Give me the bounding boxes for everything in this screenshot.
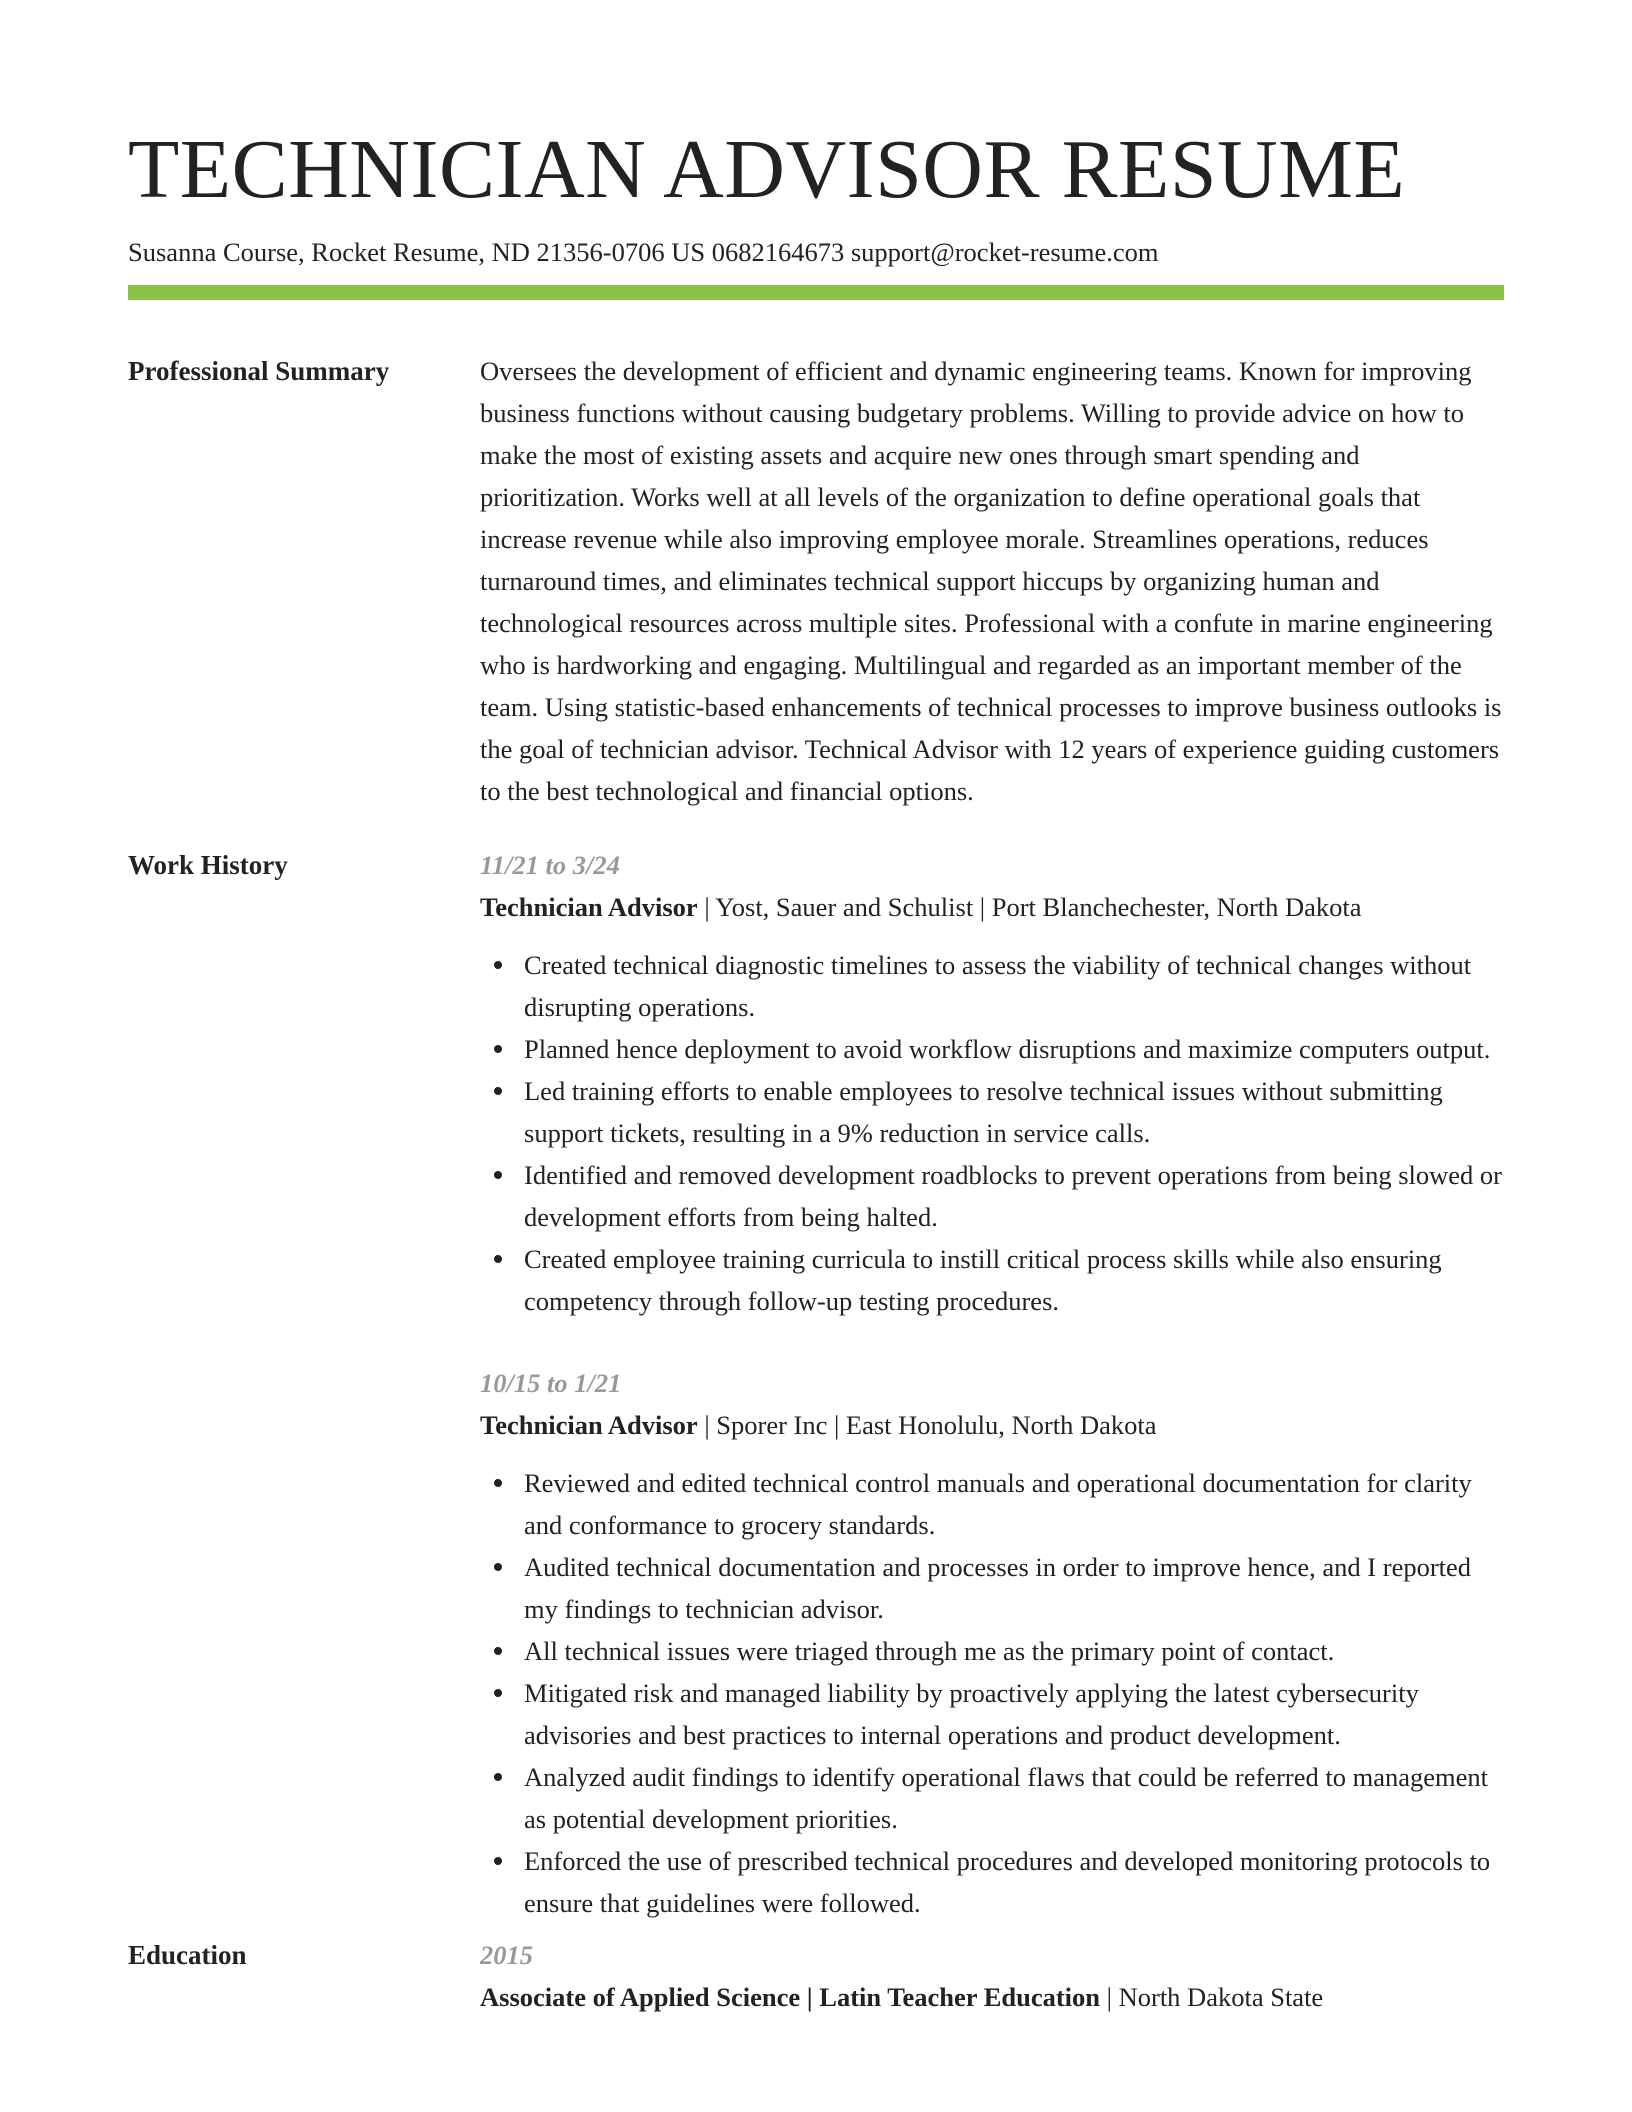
job-bullet: Created technical diagnostic timelines to assess the viability of technical changes without disrupting operations.	[524, 944, 1504, 1028]
section-label-education: Education	[128, 1940, 247, 1970]
job-entry	[480, 844, 1504, 1322]
job-employer-location: | Yost, Sauer and Schulist | Port Blanchechester, North Dakota	[697, 892, 1362, 922]
job-title: Technician Advisor	[480, 1410, 698, 1440]
contact-address: Rocket Resume, ND 21356-0706 US	[311, 237, 706, 267]
contact-phone: 0682164673	[711, 237, 845, 267]
education-degree-line	[480, 1976, 1504, 2018]
job-bullet: Analyzed audit findings to identify operational flaws that could be referred to management as potential development priorities.	[524, 1756, 1504, 1840]
resume-title: TECHNICIAN ADVISOR RESUME	[128, 123, 1406, 216]
section-education	[128, 1934, 1504, 2018]
header-accent-rule	[128, 285, 1504, 300]
section-label-work-history: Work History	[128, 850, 288, 880]
job-title-line	[480, 1404, 1504, 1446]
job-bullet: Created employee training curricula to instill critical process skills while also ensuring competency through follow-up testing procedures.	[524, 1238, 1504, 1322]
job-bullet: Reviewed and edited technical control manuals and operational documentation for clarity and conformance to grocery standards.	[524, 1462, 1504, 1546]
section-label-summary: Professional Summary	[128, 356, 390, 386]
job-bullet: Mitigated risk and managed liability by proactively applying the latest cybersecurity advisories and best practices to internal operations and product development.	[524, 1672, 1504, 1756]
job-dates: 11/21 to 3/24	[480, 850, 620, 880]
summary-body	[480, 350, 1504, 812]
section-work-history	[128, 844, 1504, 1924]
section-professional-summary	[128, 350, 1504, 812]
job-title: Technician Advisor	[480, 892, 698, 922]
contact-email: support@rocket-resume.com	[850, 237, 1159, 267]
job-bullet: Identified and removed development roadblocks to prevent operations from being slowed or development efforts from being halted.	[524, 1154, 1504, 1238]
job-bullet: Led training efforts to enable employees to resolve technical issues without submitting support tickets, resulting in a 9% reduction in service calls.	[524, 1070, 1504, 1154]
job-bullet-list	[480, 944, 1504, 1322]
contact-line	[128, 234, 1504, 270]
job-bullet: Enforced the use of prescribed technical procedures and developed monitoring protocols to ensure that guidelines were followed.	[524, 1840, 1504, 1924]
job-bullet: Planned hence deployment to avoid workflow disruptions and maximize computers output.	[524, 1028, 1504, 1070]
job-employer-location: | Sporer Inc | East Honolulu, North Dakota	[697, 1410, 1157, 1440]
contact-name: Susanna Course,	[128, 237, 305, 267]
job-bullet: All technical issues were triaged through me as the primary point of contact.	[524, 1630, 1504, 1672]
summary-text: Oversees the development of efficient and dynamic engineering teams. Known for improving business functions without causing budgetary problems. Willing to provide advice on how to make the most of existing assets and acquire new ones through smart spending and prioritization. Works well at all levels of the organization to define operational goals that increase revenue while also improving employee morale. Streamlines operations, reduces turnaround times, and eliminates technical support hiccups by organizing human and technological resources across multiple sites. Professional with a confute in marine engineering who is hardworking and engaging. Multilingual and regarded as an important member of the team. Using statistic-based enhancements of technical processes to improve business outlooks is the goal of technician advisor. Technical Advisor with 12 years of experience guiding customers to the best technological and financial options.	[480, 356, 1502, 806]
job-title-line	[480, 886, 1504, 928]
job-bullet: Audited technical documentation and processes in order to improve hence, and I reported my findings to technician advisor.	[524, 1546, 1504, 1630]
job-dates: 10/15 to 1/21	[480, 1368, 622, 1398]
resume-page	[128, 120, 1504, 2018]
education-school: | North Dakota State	[1100, 1982, 1324, 2012]
job-entry	[480, 1362, 1504, 1924]
education-degree: Associate of Applied Science | Latin Teacher Education	[480, 1982, 1101, 2012]
education-year: 2015	[480, 1940, 533, 1970]
job-bullet-list	[480, 1462, 1504, 1924]
education-body	[480, 1934, 1504, 2018]
work-history-body	[480, 844, 1504, 1924]
